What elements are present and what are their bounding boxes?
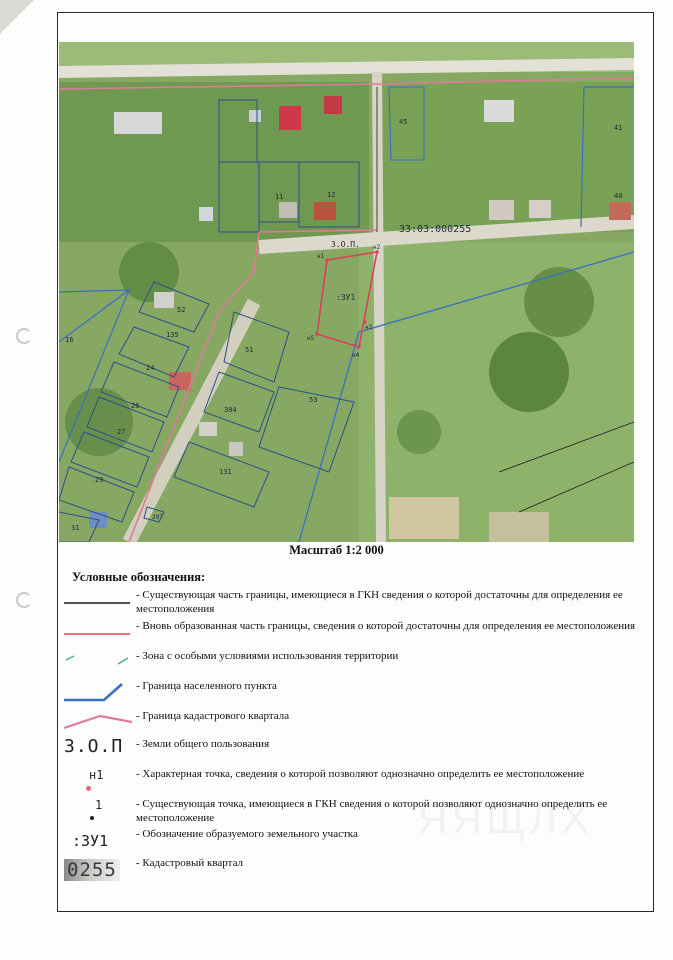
punch-hole-mark [16, 592, 32, 608]
legend-item-public-land [60, 738, 650, 762]
point-label: н3 [365, 324, 373, 331]
red-point-dot [86, 786, 91, 791]
lot-number-label: 24 [146, 364, 155, 372]
legend-text: - Земли общего пользования [136, 738, 270, 750]
parcel-zu1-label: :ЗУ1 [336, 293, 356, 302]
legend-item-existing-border [60, 589, 650, 617]
point-symbol-text: 1 [95, 798, 103, 812]
lot-number-label: 27 [117, 428, 126, 436]
legend-item-new-border [60, 620, 650, 648]
zop-map-label: З.О.П. [331, 240, 360, 249]
lot-number-label: 51 [245, 346, 254, 354]
black-point-symbol [60, 798, 134, 828]
point-label: н4 [352, 352, 360, 359]
legend-text: - Кадастровый квартал [136, 857, 244, 869]
map-scale-label: Масштаб 1:2 000 [289, 543, 384, 557]
punch-hole-mark [16, 328, 32, 344]
quarter-number-label: 33:03:000255 [399, 224, 472, 235]
special-zone-symbol [60, 650, 134, 680]
point-label: н2 [373, 244, 381, 251]
blue-polyline-symbol [60, 680, 134, 710]
legend-text: - Зона с особыми условиями использования территории [136, 650, 399, 662]
lot-number-label: 26 [131, 402, 140, 410]
black-line-symbol [60, 589, 134, 619]
legend-title: Условные обозначения: [72, 570, 206, 584]
point-label: н1 [317, 253, 325, 260]
zu-symbol-text: :ЗУ1 [72, 832, 109, 850]
legend-item-quarter-border [60, 710, 650, 734]
lot-number-label: 53 [309, 396, 318, 404]
page-corner-fold [0, 0, 34, 34]
legend-item-new-point [60, 768, 650, 796]
legend-text: - Вновь образованная часть границы, сведения о которой достаточны для определения ее местоположения [136, 620, 636, 632]
lot-number-label: 16 [65, 336, 74, 344]
lot-number-label: 12 [327, 191, 336, 199]
zop-symbol [60, 738, 134, 768]
legend-text: - Обозначение образуемого земельного участка [136, 828, 358, 840]
lot-number-label: 45 [399, 118, 408, 126]
lot-number-label: 11 [275, 193, 284, 201]
lot-number-label: 29 [95, 476, 104, 484]
legend-text: - Существующая часть границы, имеющиеся в ГКН сведения о которой достаточны для определения ее местоположения [136, 589, 623, 615]
zu-symbol [60, 828, 134, 858]
lot-number-label: 135 [166, 331, 179, 339]
legend-text: - Граница кадастрового квартала [136, 710, 290, 722]
point-symbol-text: н1 [89, 768, 104, 782]
legend-text: - Существующая точка, имеющиеся в ГКН сведения о которой позволяют однозначно определить ее местоположение [136, 798, 608, 824]
quarter-symbol-text: 0255 [64, 859, 120, 881]
lot-number-label: 31 [71, 524, 80, 532]
legend-item-settlement-border [60, 680, 650, 706]
lot-number-label: 304 [224, 406, 237, 414]
watermark-stamp-shadow [417, 795, 593, 843]
legend-text: - Граница населенного пункта [136, 680, 277, 692]
lot-number-label: 40 [614, 192, 623, 200]
legend-text: - Характерная точка, сведения о которой позволяют однозначно определить ее местоположение [136, 768, 585, 780]
red-point-symbol [60, 768, 134, 798]
point-label: н5 [307, 335, 315, 342]
zop-symbol-text: З.О.П [64, 736, 124, 757]
lot-number-label: 131 [219, 468, 232, 476]
legend-item-special-zone [60, 650, 650, 674]
satellite-map [59, 42, 634, 542]
lot-number-label: 297 [152, 514, 163, 521]
legend-item-cadastral-quarter [60, 857, 650, 883]
lot-number-label: 52 [177, 306, 186, 314]
red-line-symbol [60, 620, 134, 650]
black-point-dot [90, 816, 94, 820]
cadastral-map-drawing [59, 42, 634, 542]
quarter-symbol [60, 857, 134, 887]
lot-number-label: 41 [614, 124, 623, 132]
